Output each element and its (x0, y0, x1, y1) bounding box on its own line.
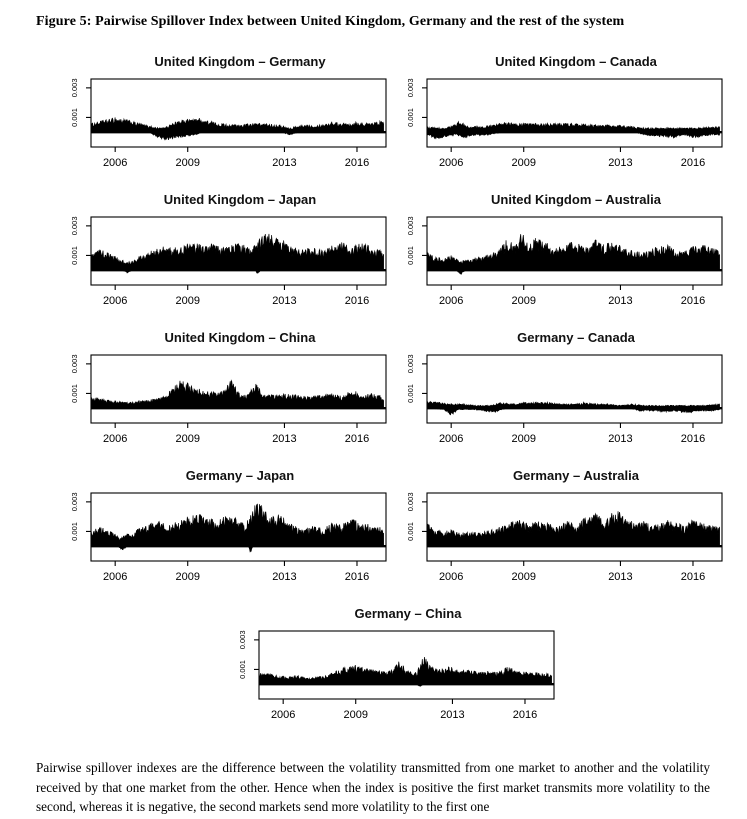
y-tick-label: 0.003 (406, 216, 415, 236)
x-tick-label: 2009 (511, 295, 536, 307)
subplot-title: United Kingdom – Canada (495, 54, 657, 69)
x-tick-label: 2016 (680, 295, 706, 307)
x-tick-label: 2016 (512, 709, 538, 721)
subplot-united-kingdom-australia (397, 192, 733, 321)
subplot-title: United Kingdom – China (164, 330, 316, 345)
y-tick-label: 0.003 (70, 78, 79, 98)
y-tick-label: 0.003 (406, 492, 415, 512)
x-tick-label: 2009 (175, 571, 200, 583)
subplot-title: United Kingdom – Japan (163, 192, 317, 207)
x-tick-label: 2006 (102, 433, 128, 445)
x-tick-label: 2016 (344, 571, 370, 583)
x-tick-label: 2013 (272, 433, 297, 445)
x-tick-label: 2009 (175, 295, 200, 307)
y-tick-label: 0.003 (406, 78, 415, 98)
subplot-canvas (61, 351, 397, 459)
x-tick-label: 2009 (175, 433, 200, 445)
y-tick-label: 0.003 (70, 216, 79, 236)
x-tick-label: 2016 (680, 571, 706, 583)
x-tick-label: 2006 (438, 433, 464, 445)
x-tick-label: 2013 (608, 433, 633, 445)
subplot-title: United Kingdom – Germany (154, 54, 326, 69)
subplot-canvas (61, 213, 397, 321)
subplot-title: Germany – Australia (513, 468, 639, 483)
x-tick-label: 2013 (272, 295, 297, 307)
series-area (427, 511, 720, 546)
x-tick-label: 2006 (270, 709, 296, 721)
figure-caption: Pairwise spillover indexes are the difference between the volatility transmitted from one market to another and the volatility received by that one market from the other. Hence when the index is positive the first market transmits more volatility to the second, whereas it is negative, the second markets send more volatility to the first one (36, 760, 710, 815)
y-tick-label: 0.001 (70, 108, 79, 127)
series-area (91, 504, 384, 552)
y-tick-label: 0.003 (238, 630, 247, 650)
subplot-united-kingdom-germany (61, 54, 397, 183)
plot-box (427, 355, 722, 423)
subplot-title: Germany – China (354, 606, 462, 621)
x-tick-label: 2009 (175, 157, 200, 169)
y-tick-label: 0.001 (70, 522, 79, 541)
series-area (427, 122, 720, 139)
subplot-germany-japan (61, 468, 397, 597)
x-tick-label: 2009 (511, 571, 536, 583)
y-tick-label: 0.001 (238, 660, 247, 679)
subplot-canvas (61, 75, 397, 183)
x-tick-label: 2016 (680, 157, 706, 169)
plot-box (427, 79, 722, 147)
x-tick-label: 2006 (102, 571, 128, 583)
x-tick-label: 2013 (272, 157, 297, 169)
y-tick-label: 0.001 (406, 246, 415, 265)
series-area (259, 657, 552, 686)
x-tick-label: 2016 (344, 295, 370, 307)
subplot-canvas (397, 351, 733, 459)
y-tick-label: 0.001 (70, 384, 79, 403)
y-tick-label: 0.003 (70, 354, 79, 374)
plot-box (91, 79, 386, 147)
subplot-united-kingdom-canada (397, 54, 733, 183)
subplot-canvas (61, 489, 397, 597)
subplot-canvas (397, 75, 733, 183)
x-tick-label: 2006 (102, 295, 128, 307)
figure-title: Figure 5: Pairwise Spillover Index between United Kingdom, Germany and the rest of the system (36, 14, 625, 29)
y-tick-label: 0.001 (70, 246, 79, 265)
subplot-united-kingdom-japan (61, 192, 397, 321)
y-tick-label: 0.003 (70, 492, 79, 512)
figure-panels (58, 54, 736, 744)
y-tick-label: 0.003 (406, 354, 415, 374)
subplot-canvas (229, 627, 565, 735)
x-tick-label: 2009 (511, 433, 536, 445)
x-tick-label: 2013 (440, 709, 465, 721)
plot-box (259, 631, 554, 699)
subplot-canvas (397, 213, 733, 321)
x-tick-label: 2009 (343, 709, 368, 721)
series-area (427, 234, 720, 274)
x-tick-label: 2006 (102, 157, 128, 169)
subplot-germany-china (229, 606, 565, 735)
y-tick-label: 0.001 (406, 108, 415, 127)
x-tick-label: 2006 (438, 157, 464, 169)
x-tick-label: 2009 (511, 157, 536, 169)
x-tick-label: 2006 (438, 295, 464, 307)
subplot-united-kingdom-china (61, 330, 397, 459)
x-tick-label: 2016 (344, 157, 370, 169)
subplot-canvas (397, 489, 733, 597)
x-tick-label: 2006 (438, 571, 464, 583)
y-tick-label: 0.001 (406, 384, 415, 403)
x-tick-label: 2013 (608, 295, 633, 307)
series-area (91, 381, 384, 409)
subplot-title: Germany – Canada (517, 330, 635, 345)
subplot-title: Germany – Japan (185, 468, 295, 483)
x-tick-label: 2016 (680, 433, 706, 445)
y-tick-label: 0.001 (406, 522, 415, 541)
subplot-germany-canada (397, 330, 733, 459)
x-tick-label: 2013 (608, 157, 633, 169)
plot-box (91, 355, 386, 423)
subplot-germany-australia (397, 468, 733, 597)
series-area (91, 117, 384, 139)
x-tick-label: 2013 (272, 571, 297, 583)
subplot-title: United Kingdom – Australia (491, 192, 661, 207)
series-area (91, 234, 384, 273)
x-tick-label: 2016 (344, 433, 370, 445)
x-tick-label: 2013 (608, 571, 633, 583)
